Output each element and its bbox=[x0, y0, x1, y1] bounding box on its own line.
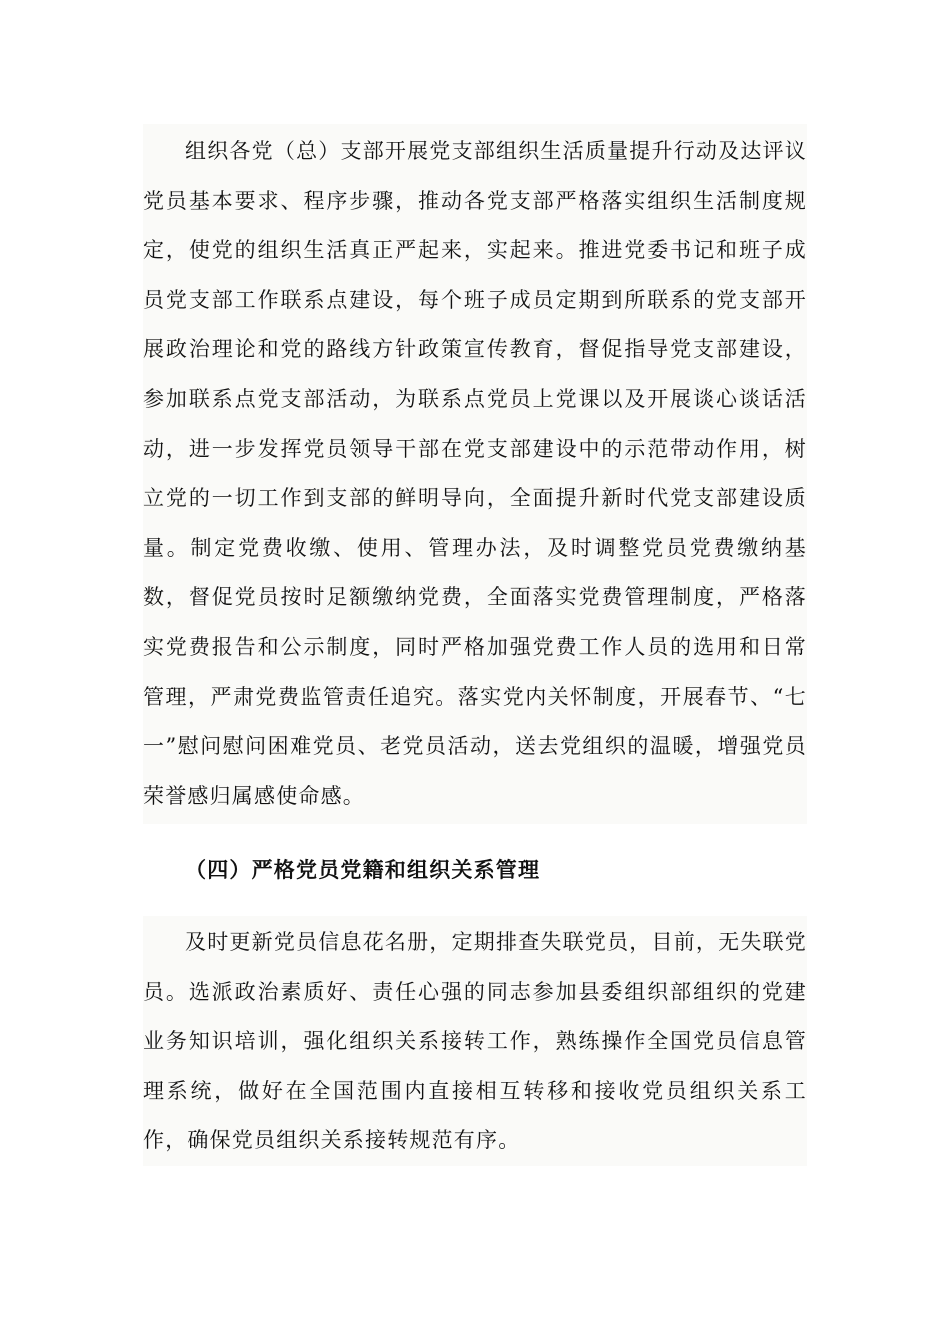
text-block-upper bbox=[143, 124, 807, 824]
text-block-lower bbox=[143, 916, 807, 1166]
body-paragraph: 及时更新党员信息花名册，定期排查失联党员，目前，无失联党员。选派政治素质好、责任心强的同志参加县委组织部组织的党建业务知识培训，强化组织关系接转工作，熟练操作全国党员信息管理系统，做好在全国范围内直接相互转移和接收党员组织关系工作，确保党员组织关系接转规范有序。 bbox=[143, 930, 807, 1153]
section-heading: （四）严格党员党籍和组织关系管理 bbox=[185, 858, 541, 882]
body-paragraph: 组织各党（总）支部开展党支部组织生活质量提升行动及达评议党员基本要求、程序步骤，推动各党支部严格落实组织生活制度规定，使党的组织生活真正严起来，实起来。推进党委书记和班子成员党支部工作联系点建设，每个班子成员定期到所联系的党支部开展政治理论和党的路线方针政策宣传教育，督促指导党支部建设，参加联系点党支部活动，为联系点党员上党课以及开展谈心谈话活动，进一步发挥党员领导干部在党支部建设中的示范带动作用，树立党的一切工作到支部的鲜明导向，全面提升新时代党支部建设质量。制定党费收缴、使用、管理办法，及时调整党员党费缴纳基数，督促党员按时足额缴纳党费，全面落实党费管理制度，严格落实党费报告和公示制度，同时严格加强党费工作人员的选用和日常管理，严肃党费监管责任追究。落实党内关怀制度，开展春节、“七一”慰问慰问困难党员、老党员活动，送去党组织的温暖，增强党员荣誉感归属感使命感。 bbox=[143, 139, 807, 808]
